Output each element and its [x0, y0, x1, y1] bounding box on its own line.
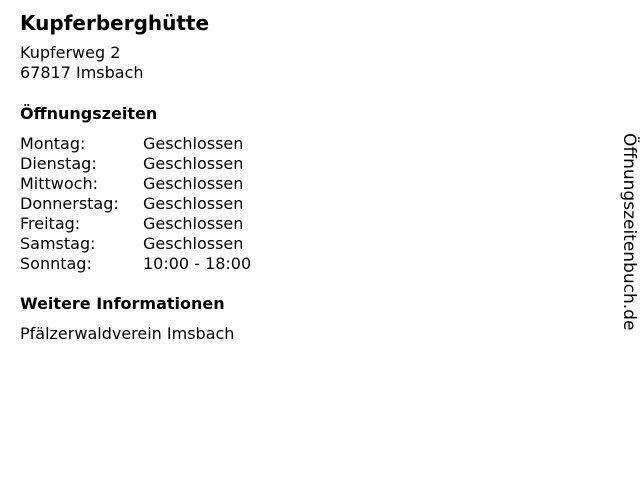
hours-row-monday: [20, 134, 251, 154]
hours-row-friday: [20, 214, 251, 234]
hours-value: Geschlossen: [143, 154, 244, 173]
opening-hours-heading: Öffnungszeiten: [20, 104, 158, 123]
day-label: Dienstag:: [20, 154, 97, 173]
hours-row-thursday: [20, 194, 251, 214]
hours-row-tuesday: [20, 154, 251, 174]
more-info-heading: Weitere Informationen: [20, 294, 225, 313]
page-title: Kupferberghütte: [20, 11, 210, 35]
day-label: Freitag:: [20, 214, 81, 233]
hours-row-wednesday: [20, 174, 251, 194]
address-street: Kupferweg 2: [20, 43, 121, 62]
address-block: [20, 43, 144, 83]
day-label: Mittwoch:: [20, 174, 98, 193]
site-watermark: Öffnungszeitenbuch.de: [619, 133, 639, 331]
hours-value: Geschlossen: [143, 194, 244, 213]
day-label: Samstag:: [20, 234, 96, 253]
hours-value: Geschlossen: [143, 174, 244, 193]
day-label: Montag:: [20, 134, 86, 153]
more-info-text: Pfälzerwaldverein Imsbach: [20, 324, 235, 343]
day-label: Donnerstag:: [20, 194, 119, 213]
hours-value: Geschlossen: [143, 134, 244, 153]
opening-hours-table: [20, 134, 251, 274]
hours-row-saturday: [20, 234, 251, 254]
hours-value: Geschlossen: [143, 234, 244, 253]
day-label: Sonntag:: [20, 254, 92, 273]
hours-row-sunday: [20, 254, 251, 274]
hours-value: 10:00 - 18:00: [143, 254, 252, 273]
address-city: 67817 Imsbach: [20, 63, 144, 82]
hours-value: Geschlossen: [143, 214, 244, 233]
